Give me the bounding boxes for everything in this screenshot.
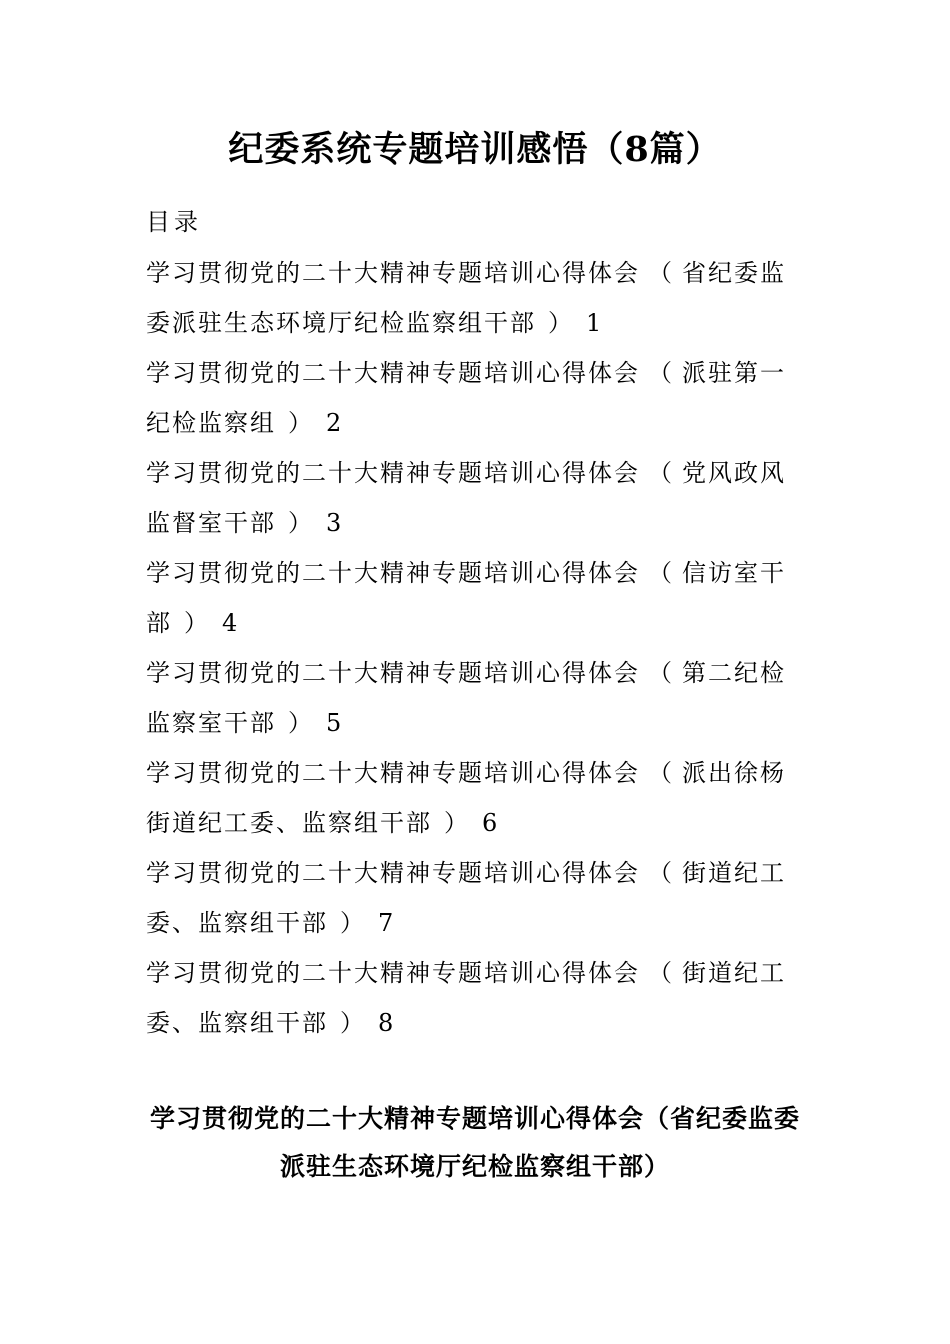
toc-entry-title-cont: 街道纪工委、监察组干部 (146, 809, 432, 837)
toc-entry-line (146, 798, 499, 848)
section-title-line-1: 学习贯彻党的二十大精神专题培训心得体会（省纪委监委 (149, 1104, 800, 1133)
toc-entry-title: 学习贯彻党的二十大精神专题培训心得体会 (146, 359, 640, 387)
toc-entry-page-number: 1 (586, 309, 604, 337)
toc-entry-title-tail: 派驻第一 (682, 359, 786, 387)
section-title-line-2: 派驻生态环境厅纪检监察组干部） (279, 1152, 670, 1181)
toc-heading: 目录 (146, 208, 202, 236)
toc-entry-page-number: 8 (378, 1009, 396, 1037)
toc-entry-line (146, 548, 786, 598)
toc-entry-line (146, 348, 786, 398)
toc-entry-7[interactable] (146, 848, 786, 948)
toc-entry-line (146, 948, 786, 998)
toc-entry-5[interactable] (146, 648, 786, 748)
toc-entry-title-tail: 街道纪工 (682, 859, 786, 887)
toc-entry-open-paren: （ (648, 559, 674, 587)
toc-entry-title: 学习贯彻党的二十大精神专题培训心得体会 (146, 759, 640, 787)
toc-entry-1[interactable] (146, 248, 786, 348)
toc-entry-title-tail: 派出徐杨 (682, 759, 786, 787)
toc-entry-line (146, 748, 786, 798)
toc-entry-page-number: 6 (482, 809, 500, 837)
toc-entry-line (146, 648, 786, 698)
toc-entry-open-paren: （ (648, 659, 674, 687)
toc-entry-line (146, 448, 786, 498)
toc-entry-close-paren: ） (340, 909, 366, 937)
toc-entry-line (146, 398, 343, 448)
toc-entry-line (146, 298, 603, 348)
toc-entry-open-paren: （ (648, 359, 674, 387)
toc-entry-open-paren: （ (648, 459, 674, 487)
table-of-contents (146, 248, 786, 1048)
toc-entry-close-paren: ） (444, 809, 470, 837)
toc-entry-title-cont: 监察室干部 (146, 709, 276, 737)
toc-entry-title-tail: 党风政风 (682, 459, 786, 487)
toc-entry-page-number: 2 (326, 409, 344, 437)
toc-entry-open-paren: （ (648, 759, 674, 787)
toc-entry-8[interactable] (146, 948, 786, 1048)
toc-entry-line (146, 898, 395, 948)
toc-entry-page-number: 4 (222, 609, 240, 637)
toc-entry-title-cont: 委派驻生态环境厅纪检监察组干部 (146, 309, 536, 337)
toc-entry-page-number: 7 (378, 909, 396, 937)
toc-entry-line (146, 248, 786, 298)
toc-entry-title: 学习贯彻党的二十大精神专题培训心得体会 (146, 259, 640, 287)
toc-entry-title-tail: 信访室干 (682, 559, 786, 587)
document-title: 纪委系统专题培训感悟（8篇） (228, 129, 722, 170)
toc-entry-line (146, 848, 786, 898)
toc-entry-title: 学习贯彻党的二十大精神专题培训心得体会 (146, 859, 640, 887)
toc-entry-title-cont: 部 (146, 609, 172, 637)
toc-entry-page-number: 3 (326, 509, 344, 537)
toc-entry-line (146, 998, 395, 1048)
toc-entry-title-tail: 省纪委监 (682, 259, 786, 287)
toc-entry-close-paren: ） (184, 609, 210, 637)
toc-entry-title-cont: 纪检监察组 (146, 409, 276, 437)
toc-entry-close-paren: ） (288, 409, 314, 437)
toc-entry-2[interactable] (146, 348, 786, 448)
toc-entry-close-paren: ） (288, 509, 314, 537)
toc-entry-title-cont: 委、监察组干部 (146, 909, 328, 937)
toc-entry-page-number: 5 (326, 709, 344, 737)
toc-entry-close-paren: ） (340, 1009, 366, 1037)
toc-entry-title: 学习贯彻党的二十大精神专题培训心得体会 (146, 659, 640, 687)
toc-entry-open-paren: （ (648, 859, 674, 887)
toc-entry-title-cont: 委、监察组干部 (146, 1009, 328, 1037)
toc-entry-title-cont: 监督室干部 (146, 509, 276, 537)
toc-entry-line (146, 698, 343, 748)
toc-entry-title: 学习贯彻党的二十大精神专题培训心得体会 (146, 959, 640, 987)
toc-entry-open-paren: （ (648, 959, 674, 987)
toc-entry-3[interactable] (146, 448, 786, 548)
toc-entry-line (146, 498, 343, 548)
toc-entry-title: 学习贯彻党的二十大精神专题培训心得体会 (146, 459, 640, 487)
toc-entry-6[interactable] (146, 748, 786, 848)
toc-entry-title-tail: 第二纪检 (682, 659, 786, 687)
toc-entry-close-paren: ） (548, 309, 574, 337)
toc-entry-open-paren: （ (648, 259, 674, 287)
toc-entry-title-tail: 街道纪工 (682, 959, 786, 987)
toc-entry-4[interactable] (146, 548, 786, 648)
toc-entry-line (146, 598, 239, 648)
toc-entry-close-paren: ） (288, 709, 314, 737)
toc-entry-title: 学习贯彻党的二十大精神专题培训心得体会 (146, 559, 640, 587)
